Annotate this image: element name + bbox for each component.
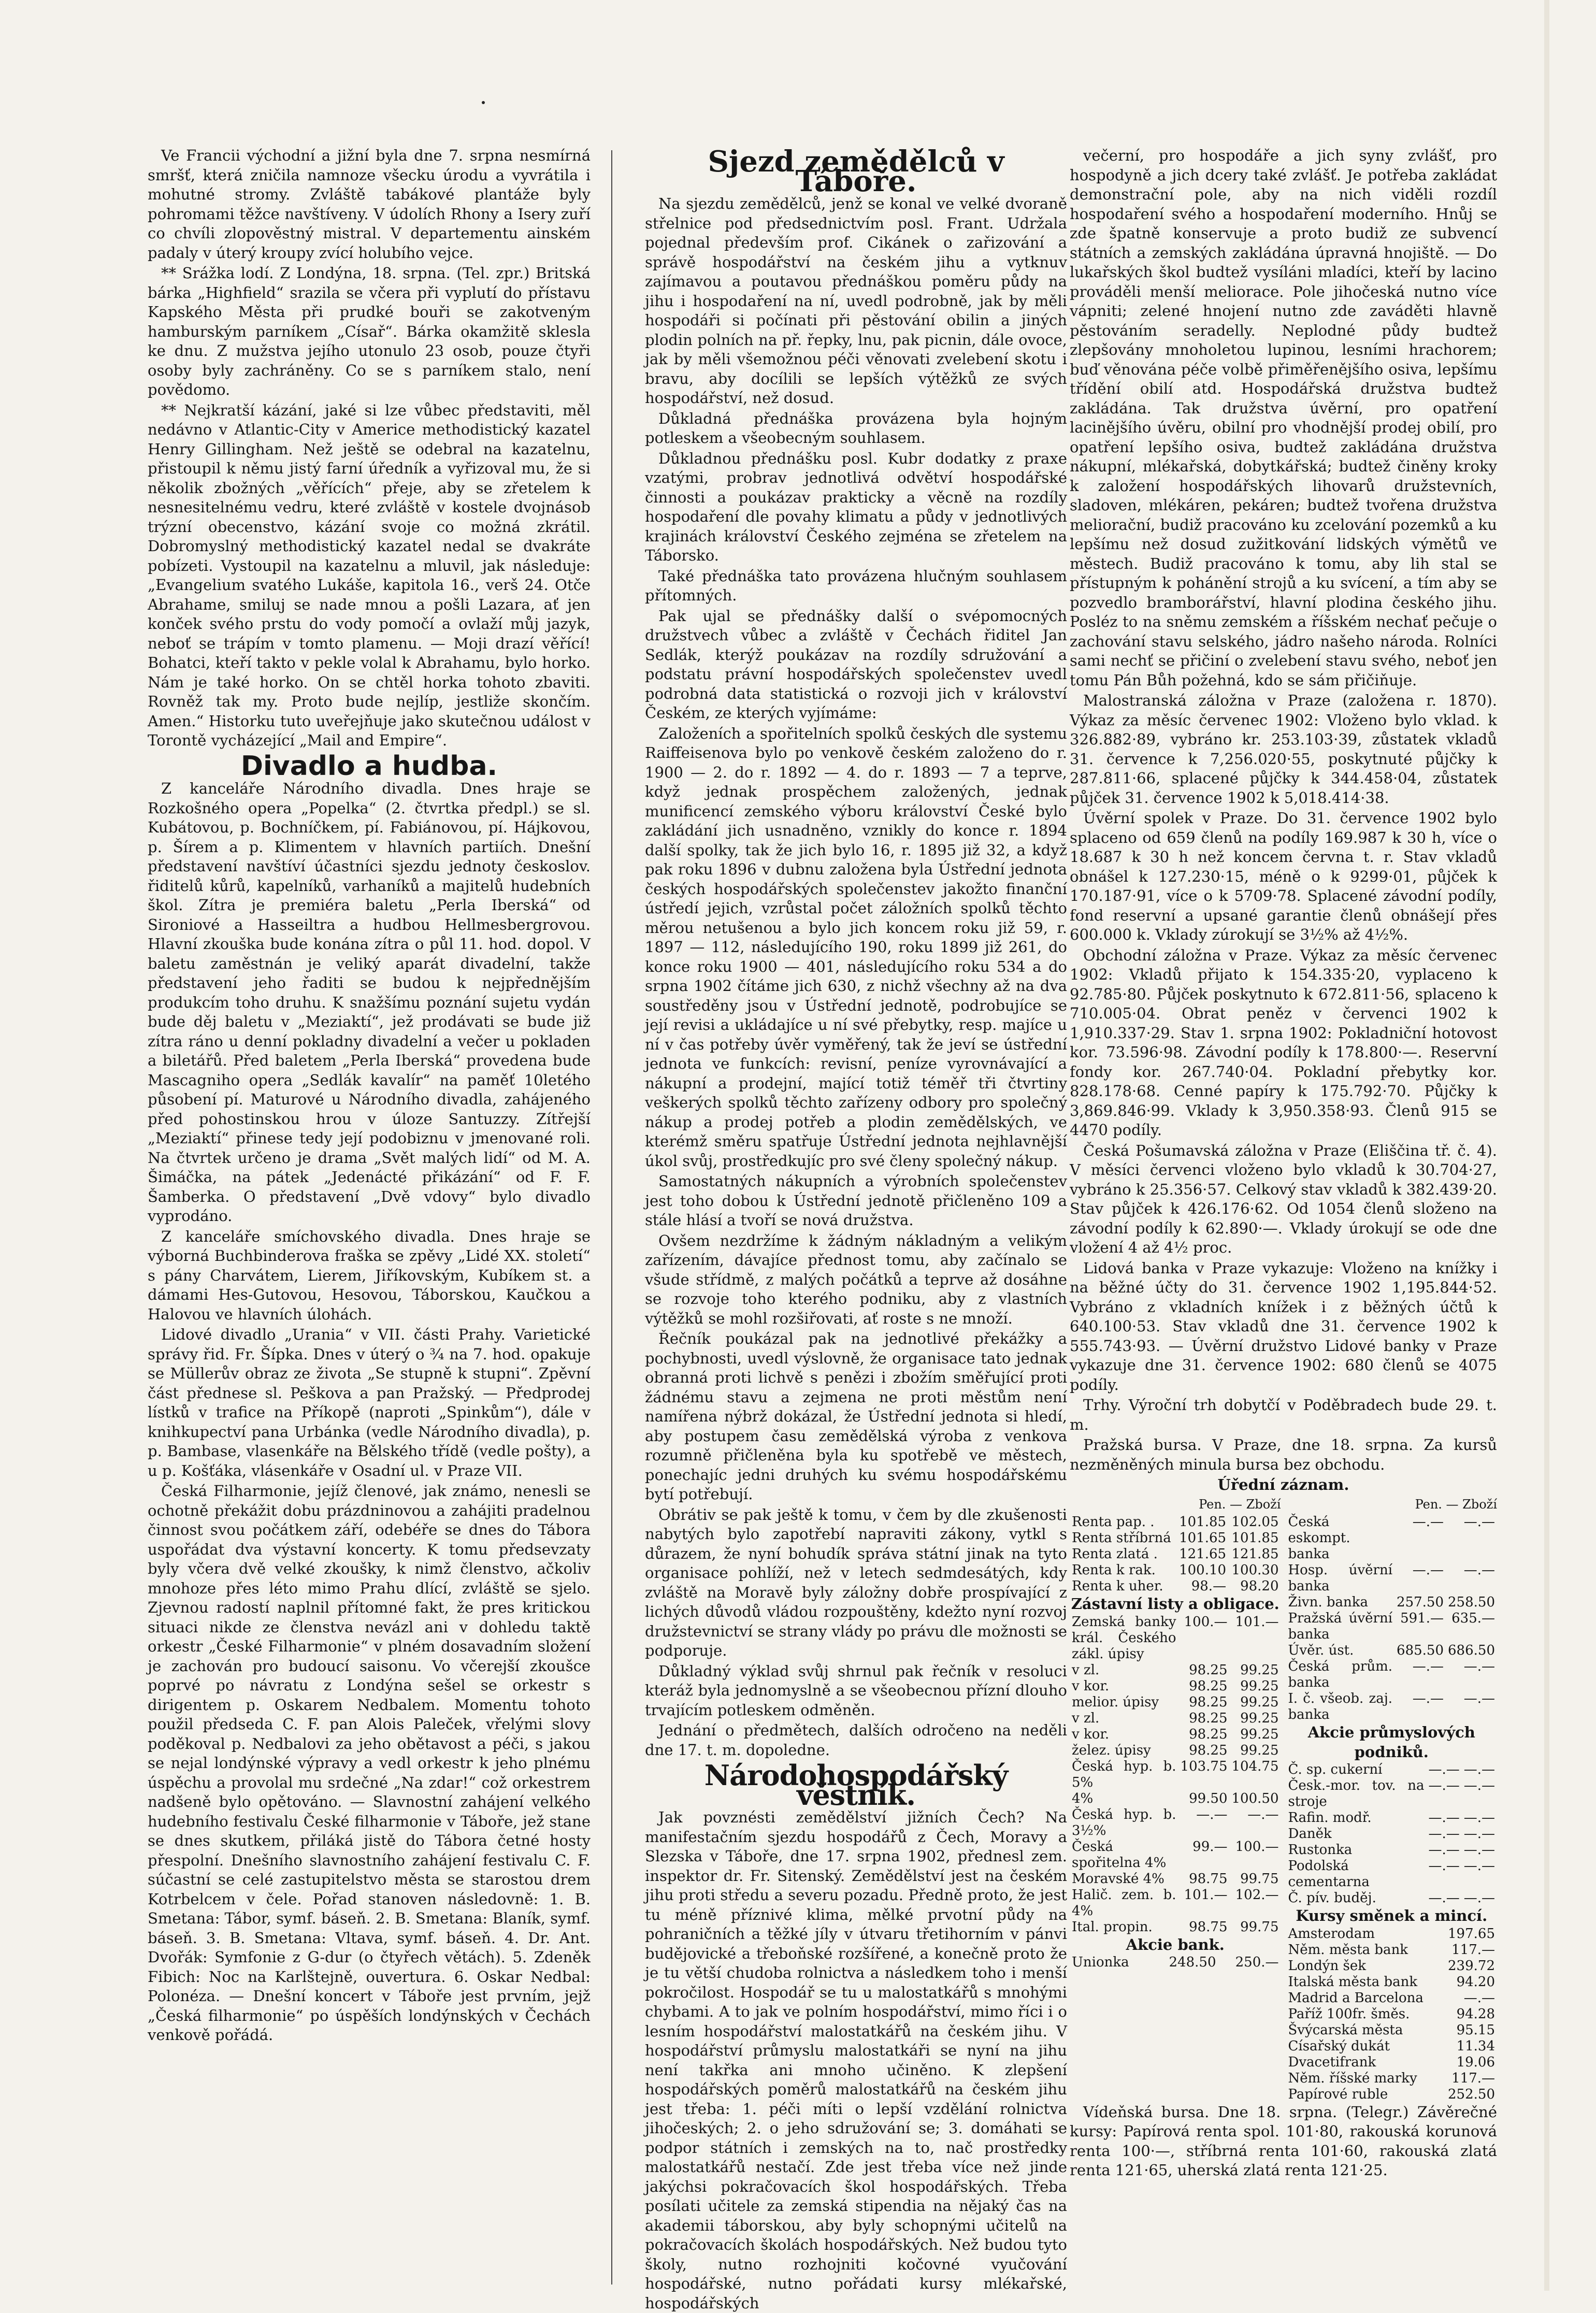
article-paragraph: Založeních a spořitelních spolků českých dle systemu Raiffeisenova bylo po venkově českém založeno do r. 1900 — 2. do r. 1892 — 4. do r. 1893 — 7 a teprve, když jednak prospěchem založených, jednak munificencí zemského výboru království České bylo zakládání jich usnadněno, vznikly do konce r. 1894 další spolky, tak že jich bylo 16, r. 1895 již 32, a když pak roku 1896 v dubnu založena byla Ústřední jednota českých hospodářských společenstev jakožto finanční ústředí jejich, vzrůstal počet záložních spolků těchto měrou netušenou a bylo jich koncem roku již 59, r. 1897 — 112, následujícího 190, roku 1899 již 261, do konce roku 1900 — 401, následujícího roku 534 a do srpna 1902 čítáme jich 630, z nichž všechny až na dva soustředěny jsou v Ústřední jednotě, podrobujíce se její revisi a ukládajíce u ní své přebytky, resp. majíce u ní v čas potřeby úvěr vyměřený, tak že jeví se ústřední jednota ve funkcích: revisní, peníze vyrovnávající a nákupní a prodejní, mající totiž téměř tři čtvrtiny veškerých spolků těchto zařízeny odbory pro společný nákup a prodej potřeb a plodin zemědělských, ve kterémž směru spatřuje Ústřední jednota nejhlavnější úkol svůj, prostředkujíc pro své členy společný nákup. [645,724,1067,1170]
article-paragraph: Lidové divadlo „Urania“ v VII. části Prahy. Varietické správy řid. Fr. Šípka. Dnes v úterý o ¾ na 7. hod. opakuje se Müllerův obraz ze života „Se stupně k stupni“. Zpěvní část přednese sl. Peškova a pan Pražský. — Předprodej lístků v trafice na Příkopě (naproti „Spinkům“), dále v knihkupectví pana Urbánka (vedle Národního divadla), p. p. Bambase, vlasenkáře na Bělského třídě (vedle pošty), a u p. Košťáka, vlásenkáře v Osadní ul. v Praze VII. [148,1326,591,1479]
rate-value: —.— [1428,1762,1460,1777]
rate-row [1286,1562,1498,1594]
rate-row [1070,1694,1281,1711]
rate-value: —.— [1412,1514,1444,1530]
rate-label: Renta k uher. [1072,1578,1163,1594]
rate-value: 101.— [1235,1614,1279,1630]
rate-row [1286,1974,1498,1990]
rate-label: Renta zlatá . [1072,1546,1158,1562]
article-paragraph: Pak ujal se přednášky další o svépomocných družstvech vůbec a zvláště v Čechách řiditel Jan Sedlák, kterýž poukázav na rozdíly sdružování a podstatu právní hospodářských společenstev uvedl podrobná data statistická o rozvoji jich v království Českém, ze kterých vyjímáme: [645,607,1067,722]
rate-value: 99.25 [1240,1742,1279,1758]
rate-value: 99.25 [1240,1726,1279,1742]
rate-row [1070,1807,1281,1839]
rate-value: —.— [1463,1691,1495,1706]
rate-label: I. č. všeob. zaj. banka [1288,1691,1393,1722]
article-paragraph: Řečník poukázal pak na jednotlivé překážky a pochybnosti, uvedl výslovně, že organisace tato jednak obranná proti lichvě s penězi i zbožím směřující proti žádnému stavu a zejmena ne proti městům není namířena nýbrž dokázal, že Ústřední jednota si hledí, aby postupem času zemědělská výroba z venkova rozumně přičleněna byla ku spotřebě ve městech, ponechajíc jedni druhých ku svému hospodářskému bytí potřebují. [645,1330,1067,1503]
rate-value: 257.50 [1397,1594,1444,1610]
rate-row [1070,1614,1281,1662]
rate-row [1286,1810,1498,1826]
rates-subheading: Zástavní listy a obligace. [1071,1595,1279,1613]
rate-value: —.— [1428,1826,1460,1842]
rate-row [1070,1711,1281,1727]
rate-value: —.— [1463,1659,1495,1674]
rate-value: 99.75 [1240,1871,1279,1887]
rate-row [1286,1778,1498,1810]
rate-row [1070,1839,1281,1871]
section-title-economy: Národohospodářský věstník. [704,1759,1008,1812]
rate-value: 98.— [1191,1578,1227,1594]
rate-value: 99.— [1192,1838,1228,1855]
article-paragraph: Jak povznésti zemědělství jižních Čech? Na manifestačním sjezdu hospodářů z Čech, Moravy a Slezska v Táboře, dne 17. srpna 1902, přednesl zem. inspektor dr. Fr. Sitenský. Zemědělství jest na českém jihu proti středu a severu pozadu. Předně proto, že jest tu méně příznivé klima, mělké prvotní půdy na pohraničních a těžké jíly v útvaru třetihorním v pánvi budějovické a třeboňské rozšířené, a konečně proto že je tu větší chudoba rolnictva a následkem toho i menší pokročilost. Hospodář se tu u malostatkářů s mnohými chybami. A to jak ve polním hospodářství, mimo říci i o lesním hospodářství malostatkářů na českém jihu. V hospodářství průmyslu malostatkáři se nyní na jihu není takřka ani mnoho učiněno. K zlepšení hospodářských poměrů malostatkářů na českém jihu jest třeba: 1. péči míti o lepší vzdělání rolnictva jihočeských; 2. o jeho sdružování se; 3. domáhati se podpor státních i zemských na to, nač prostředky malostatkářů nestačí. Zde jest třeba více než jinde jakýchsi pokračovacích škol hospodářských. Třeba posílati učitele za zemská stipendia na nějaký čas na akademii táborskou, aby byly schopnými učitelů na pokračovacích školách hospodářských. Než budou tyto školy, nutno rozhojniti kočovné vyučování hospodářské, nutno pořádati kursy mlékařské, hospodářských [645,1808,1067,2312]
rate-value: 99.25 [1240,1662,1279,1678]
rate-value: 101.85 [1179,1514,1227,1530]
rate-row [1286,2022,1498,2038]
rate-label: v kor. [1072,1678,1110,1694]
rate-row [1286,2006,1498,2022]
rate-value: —.— [1463,1826,1495,1842]
rate-value: 252.50 [1448,2086,1495,2102]
rate-label: Česká prům. banka [1288,1659,1393,1690]
rate-value: 98.25 [1189,1710,1228,1726]
rate-label: melior. úpisy [1072,1694,1159,1710]
rate-value: —.— [1412,1659,1444,1674]
rate-value: —.— [1463,1514,1495,1530]
rate-value: 258.50 [1448,1594,1495,1610]
article-paragraph: Samostatných nákupních a výrobních společenstev jest toho dobou k Ústřední jednotě přičleněno 109 a stále hlásí a tvoří se nová družstva. [645,1172,1067,1229]
rate-value: 103.75 [1180,1758,1228,1774]
rate-row [1286,2038,1498,2055]
rate-label: Něm. říšské marky [1288,2070,1417,2086]
rate-label: Paříž 100fr. šměs. [1288,2006,1410,2022]
rate-value: —.— [1247,1806,1279,1822]
rate-label: Renta stříbrná [1072,1530,1171,1546]
rate-row [1286,1514,1498,1562]
rate-row [1070,1871,1281,1887]
rate-row [1286,1762,1498,1778]
column-rule [611,150,612,2285]
rate-label: Česká hyp. b. 5% [1072,1758,1176,1790]
rate-value: —.— [1463,1762,1495,1777]
rate-value: 250.— [1235,1955,1279,1970]
article-paragraph: Důkladný výklad svůj shrnul pak řečník v resoluci kteráž byla jednomyslně a se všeobecnou přízní dlouho trvajícím potleskem odměněn. [645,1662,1067,1719]
rate-value: 94.28 [1456,2006,1495,2022]
rate-row [1286,2071,1498,2087]
rate-label: v zl. [1072,1662,1100,1678]
rate-value: 239.72 [1448,1958,1495,1974]
rate-value: 685.50 [1397,1643,1444,1658]
rate-value: 121.65 [1179,1546,1227,1562]
rate-value: 100.10 [1179,1562,1227,1578]
rates-column-head: Pen. — Zboží [1415,1497,1497,1512]
rate-row [1286,1842,1498,1858]
bank-report: Lidová banka v Praze vykazuje: Vloženo na knížky i na běžné účty do 31. července 1902 1,195.844·52. Vybráno z vkladních knížek i z běžných účtů k 640.100·53. Stav vkladů dne 31. července 1902 k 555.743·93. — Úvěrní družstvo Lidové banky v Praze vykazuje dne 31. července 1902: 680 členů se 4075 podíly. [1070,1259,1497,1393]
rate-label: Papírové ruble [1288,2086,1388,2102]
rate-label: Živn. banka [1288,1594,1368,1610]
rate-row [1286,1890,1498,1906]
rate-row [1070,1514,1281,1530]
article-paragraph: Důkladnou přednášku posl. Kubr dodatky z praxe vzatými, probrav jednotlivá odvětví hospodářské činnosti a poukázav prakticky a věcně na rozdíly hospodaření dle povahy klimatu a půdy v jednotlivých krajinách království Českého zejména se zřetelem na Táborsko. [645,449,1067,564]
rate-row [1070,1743,1281,1759]
rate-value: 197.65 [1448,1926,1495,1942]
rate-value: 99.50 [1189,1790,1228,1806]
rate-label: v kor. [1072,1726,1110,1742]
rate-value: 98.25 [1189,1694,1228,1710]
rate-label: Česká hyp. b. 3½% [1072,1806,1176,1838]
rate-label: Renta k rak. [1072,1562,1156,1578]
rate-value: 98.20 [1240,1578,1279,1594]
rate-value: 248.50 [1169,1955,1216,1970]
article-paragraph: Důkladná přednáška provázena byla hojným potleskem a všeobecným souhlasem. [645,409,1067,447]
rate-row [1070,1791,1281,1807]
rate-value: —.— [1428,1778,1460,1793]
rate-value: —.— [1412,1691,1444,1706]
rate-value: —.— [1428,1890,1460,1906]
page-edge [1544,0,1549,2291]
rate-row [1286,1990,1498,2006]
rate-label: Švýcarská města [1288,2022,1403,2038]
rate-value: 98.25 [1189,1678,1228,1694]
rate-value: 100.— [1184,1614,1228,1630]
rate-label: Dvacetifrank [1288,2054,1376,2070]
rate-label: Něm. města bank [1288,1942,1408,1958]
rate-label: Italská města bank [1288,1974,1418,1990]
rate-value: 101.65 [1179,1530,1227,1546]
rate-value: 98.75 [1189,1919,1228,1935]
rate-value: —.— [1412,1562,1444,1578]
exchange-rates [1070,1495,1497,2103]
rate-row [1286,1643,1498,1659]
page-dot [482,101,485,104]
rate-row [1070,1546,1281,1562]
rates-table-right [1286,1514,1498,1723]
rate-label: Pražská úvěrní banka [1288,1611,1393,1642]
rate-value: 98.25 [1189,1726,1228,1742]
section-title-congress: Sjezd zemědělců v Táboře. [708,145,1004,198]
rate-row [1070,1955,1281,1971]
rate-value: 117.— [1451,2070,1495,2086]
rate-value: 102.— [1235,1887,1279,1903]
rate-label: Rustonka [1288,1842,1353,1858]
rate-row [1286,2087,1498,2103]
rate-label: želez. úpisy [1072,1742,1151,1758]
rate-value: 94.20 [1456,1974,1495,1990]
rate-label: Císařský dukát [1288,2038,1390,2054]
rate-value: 591.— [1400,1611,1444,1626]
rate-value: —.— [1428,1858,1460,1874]
article-paragraph: Ovšem nezdržíme k žádným nákladným a velikým zařízením, dávajíce přednost tomu, aby začínalo se všude střídmě, z malých počátků a teprve až dosáhne se rozvoje toho kterého podniku, aby z vlastních výtěžků se mohl rozšiřovati, ať roste s ne množí. [645,1231,1067,1327]
rate-row [1286,2055,1498,2071]
rate-row [1070,1887,1281,1919]
rate-row [1070,1919,1281,1935]
rate-row [1286,1958,1498,1974]
rate-row [1286,1926,1498,1942]
rate-row [1070,1578,1281,1594]
rate-value: 19.06 [1456,2054,1495,2070]
rates-table-left-2 [1070,1614,1281,1935]
rate-label: Česká spořitelna 4% [1072,1838,1167,1871]
article-paragraph: Česká Filharmonie, jejíž členové, jak známo, nenesli se ochotně překážit dobu prázdninovou a zahájiti pradelnou činnost svou počátkem září, odebéře se dnes do Tábora uspořádat dva výstavní koncerty. K tomu předsevzaty byly včera dvě velké zkoušky, k nimž členstvo, ačkoliv mnohoze přes léto mimo Prahu dlící, zvláště se sjelo. Zjevnou radostí naplnil přítomné fakt, že pres kritickou situaci nikde ze členstva nevázl ani v dohledu taktě orkestr „České Filharmonie“ v plném dosavadním složení je zachován pro budoucí saisonu. Vo včerejší zkoušce poprvé po návratu z Londýna sešel se orkestr s dirigentem p. Oskarem Nedbalem. Momentu tohoto použil předseda C. F. pan Alois Paleček, vřelými slovy poděkoval p. Nedbalovi za jeho obětavost a péči, s jakou se nejal londýnské výpravy a vedl orkestr k jeho plnému úspěchu a provolal mu srdečné „Na zdar!“ což orkestrem nadšeně bylo opětováno. — Slavnostní zahájení velkého hudebního festivalu České filharmonie v Táboře, jež stane se dnes skutkem, přiláká jistě do Tábora četné hosty přespolní. Dnešního slavnostního zahájení festivalu C. F. súčastní se celé zastupitelstvo města se starostou drem Kotrbelcem v čele. Pořad stanoven následovně: 1. B. Smetana: Tábor, symf. báseň. 2. B. Smetana: Blaník, symf. báseň. 3. B. Smetana: Vltava, symf. báseň. 4. Dr. Ant. Dvořák: Symfonie z G-dur (o čtyřech větách). 5. Zdeněk Fibich: Noc na Karlštejně, ouvertura. 6. Oskar Nedbal: Polonéza. — Dnešní koncert v Táboře jest prvním, jejž „Česká filharmonie“ po úspěších londýnských v Čechách venkově pořádá. [148,1482,591,2044]
rate-label: Ital. propin. [1072,1919,1153,1935]
rate-label: Renta pap. . [1072,1514,1155,1530]
rates-table-left-3 [1070,1955,1281,1971]
rate-row [1286,1691,1498,1723]
bank-report: Úvěrní spolek v Praze. Do 31. července 1902 bylo splaceno od 659 členů na podíly 169.987 k 30 h, více o 18.687 k 30 h než koncem června t. r. Stav vkladů obnášel k 127.230·15, méně o k 9299·01, půjček k 170.187·91, více o k 5709·78. Splacené závodní podíly, fond reservní a upsané garantie členů obnášejí přes 600.000 k. Vklady zúrokují se 3½% až 4½%. [1070,809,1497,943]
rates-table-right-3 [1286,1926,1498,2103]
article-paragraph: Obrátiv se pak ještě k tomu, v čem by dle zkušenosti nabytých bylo zapotřebí napraviti zákony, vytkl s důrazem, že nyní bohudík správa státní jinak na tyto organisace pohlíží, než v letech sedmdesátých, kdy zvláště na Moravě byly záložny dobře prospívající z lichých důvodů vládou rozpouštěny, kdežto nyní rozvoj družstevnictví se strany vlády po právu dle možnosti se podporuje. [645,1505,1067,1659]
rate-value: 98.25 [1189,1742,1228,1758]
rate-value: 99.25 [1240,1694,1279,1710]
article-paragraph: Z kanceláře smíchovského divadla. Dnes hraje se výborná Buchbinderova fraška se zpěvy „Lidé XX. století“ s pány Charvátem, Lierem, Jiříkovským, Kubíkem st. a dámami Hes-Gutovou, Hesovou, Táborskou, Kaučkou a Halovou ve hlavních úlohách. [148,1227,591,1323]
rate-value: 635.— [1451,1611,1495,1626]
rate-value: 99.25 [1240,1678,1279,1694]
rate-row [1286,1942,1498,1958]
rate-value: —.— [1463,1842,1495,1858]
rate-row [1286,1594,1498,1611]
article-paragraph: ** Nejkratší kázání, jaké si lze vůbec představiti, měl nedávno v Atlantic-City v Americe methodistický kazatel Henry Gillingham. Než ještě se odebral na kazatelnu, přistoupil k němu jistý farní úředník a vyřizoval mu, že si několik zbožných „věřících“ přeje, aby se zřetelem k nesnesitelnému vedru, které zvláště v kostele dvojnásob trýzní obecenstvo, kázání svoje co možná zkrátil. Dobromyslný methodistický kazatel nedal se dvakráte pobízeti. Vystoupil na kazatelnu a mluvil, jak následuje: „Evangelium svatého Lukáše, kapitola 16., verš 24. Otče Abrahame, smiluj se nade mnou a pošli Lazara, ať jen konček svého prstu do vody pomočí a ovlaží můj jazyk, neboť se trápím v tomto plamenu. — Moji drazí věřící! Bohatci, kteří takto v pekle volal k Abrahamu, bylo horko. Nám je také horko. On se chtěl horka tohoto zbaviti. Rovněž tak my. Proto bude nejlíp, jestliže skončím. Amen.“ Historku tuto uveřejňuje jako skutečnou událost v Torontě vycházející „Mail and Empire“. [148,401,591,749]
rate-row [1286,1826,1498,1842]
rates-subheading: Akcie bank. [1126,1935,1225,1953]
rate-label: Zemská banky král. Českého zákl. úpisy [1072,1614,1176,1662]
rate-row [1070,1562,1281,1578]
rate-value: —.— [1463,1858,1495,1874]
rate-row [1070,1678,1281,1694]
rate-value: 99.25 [1240,1710,1279,1726]
middle-column [645,145,1067,2312]
rate-label: Č. pív. buděj. [1288,1890,1376,1906]
rate-value: —.— [1463,1562,1495,1578]
rates-column-head: Pen. — Zboží [1199,1497,1281,1512]
rates-table-left [1070,1514,1281,1594]
rate-value: —.— [1463,1810,1495,1826]
rate-label: Rafin. modř. [1288,1810,1372,1826]
rate-value: 11.34 [1456,2038,1495,2054]
rate-label: Londýn šek [1288,1958,1366,1974]
rate-label: 4% [1072,1790,1094,1806]
rate-value: 117.— [1451,1942,1495,1958]
rate-label: Moravské 4% [1072,1871,1164,1887]
rate-label: Unionka [1072,1955,1129,1970]
article-paragraph: večerní, pro hospodáře a jich syny zvlášť, pro hospodyně a jich dcery také zvlášť. Je potřeba zakládat demonstrační pole, aby na nich viděli rozdíl hospodaření svého a hospodaření moderního. Hnůj se zde špatně konservuje a proto budiž ze subvencí státních a zemských zakládána úpravná hnojiště. — Do lukařských škol budtež vysíláni mladíci, kteří by lacino prováděli menší meliorace. Pole jihočeská nutno více vápniti; zelené hnojení nutno zde zaváděti hlavně pěstováním seradelly. Neplodné půdy budtež zlepšovány mnoholetou lupinou, lesními hrachorem; buď věnována péče volbě přiměřenějšího osiva, lepšímu třídění obilí atd. Hospodářská družstva budtež zakládána. Tak družstva úvěrní, pro opatření lacinějšího úvěru, obilní pro vhodnější prodej obilí, pro opatření lepšího osiva, budtež zakládána družstva nákupní, mlékařská, dobytkářská; budtež činěny kroky k založení hospodářských lihovarů družstevních, sladoven, mlékáren, pekáren; budtež tvořena družstva meliorační, budiž pracováno ku zcelování pozemků a ku lepšímu než dosud zužitkování lidských výmětů ve městech. Budiž pracováno k tomu, aby lih stal se přístupným k pohánění strojů a ku svícení, a tím aby se pozvedlo bramborářství, hlavní plodina českého jihu. Posléz to na sněmu zemském a říšském nechať pečuje o zachování stavu selského, jádro našeho národa. Rolníci sami nechť se přičiní o zvelebení stavu svého, neboť jen tomu Pán Bůh požehná, kdo se sám přičiňuje. [1070,147,1497,689]
rate-value: —.— [1463,1890,1495,1906]
article-paragraph: Také přednáška tato provázena hlučným souhlasem přítomných. [645,567,1067,604]
rate-label: Halič. zem. b. 4% [1072,1887,1176,1919]
rate-label: Amsterodam [1288,1926,1375,1942]
rate-row [1070,1727,1281,1743]
rate-label: Úvěr. úst. [1288,1643,1354,1658]
rate-row [1070,1759,1281,1791]
rate-value: 95.15 [1456,2022,1495,2038]
rate-value: 104.75 [1231,1758,1279,1774]
rate-value: —.— [1463,1778,1495,1793]
rates-subheading: Kursy směnek a mincí. [1296,1907,1488,1924]
article-paragraph: ** Srážka lodí. Z Londýna, 18. srpna. (Tel. zpr.) Britská bárka „Highfield“ srazila se včera při vyplutí do přístavu Kapského Města při prudké bouři se zakotveným hamburským parníkem „Císař“. Bárka okamžitě sklesla ke dnu. Z mužstva jejího utonulo 23 osob, pouze čtyři osoby byly zachráněny. Co se s parníkem stalo, není povědomo. [148,264,591,398]
rate-value: 99.75 [1240,1919,1279,1935]
rate-value: 100.50 [1231,1790,1279,1806]
rate-value: 98.75 [1189,1871,1228,1887]
rate-row [1286,1858,1498,1890]
rate-value: 101.85 [1231,1530,1279,1546]
article-paragraph: Ve Francii východní a jižní byla dne 7. srpna nesmírná smršť, která zničila namnoze všecku úrodu a vyvrátila i mohutné stromy. Zvláště tabákové plantáže byly pohromami těžce navštíveny. V údolích Rhony a Isery zuří co chvíli zlopověstný mistral. V departementu ainském padaly v úterý kroupy zvící holubího vejce. [148,147,591,262]
article-paragraph: Z kanceláře Národního divadla. Dnes hraje se Rozkošného opera „Popelka“ (2. čtvrtka předpl.) se sl. Kubátovou, p. Bochníčkem, pí. Fabiánovou, pí. Hájkovou, p. Šírem a p. Klimentem v hlavních partiích. Dnešní představení navštíví účastníci sjezdu jednoty českoslov. řiditelů kůrů, kapelníků, varhaníků a majitelů hudebních škol. Zítra je premiéra baletu „Perla Iberská“ od Sironiové a Hasseiltra a hudbou Hellmesbergrovou. Hlavní zkouška bude konána zítra o půl 11. hod. dopol. V baletu zaměstnán je veliký aparát divadelní, takže představení jeho řaditi se budou k nejpřednějším produkcím toho druhu. K snažšímu poznání sujetu vydán bude děj baletu v „Meziaktí“, jež prodávati se bude již zítra ráno u denní pokladny divadelní a večer u pokladen a biletářů. Před baletem „Perla Iberská“ provedena bude Mascagniho opera „Sedlák kavalír“ na paměť 10letého působení pí. Maturové u Národního divadla, zahájeného před pohostinskou hrou v úloze Santuzzy. Zítřejší „Meziaktí“ přinese tedy její podobiznu v jmenované roli. Na čtvrtek určeno je drama „Svět malých lidí“ od M. A. Šimáčka, na pátek „Jedenácté přikázání“ od F. F. Šamberka. O představení „Dvě vdovy“ bylo divadlo vyprodáno. [148,780,591,1225]
bank-report: Trhy. Výroční trh dobytčí v Poděbradech bude 29. t. m. [1070,1396,1497,1433]
rate-label: Česk.-mor. tov. na stroje [1288,1778,1425,1809]
rate-label: Podolská cementarna [1288,1858,1370,1890]
rate-value: 98.25 [1189,1662,1228,1678]
rates-subheading: Akcie průmyslových podniků. [1307,1723,1475,1761]
bank-report: Obchodní záložna v Praze. Výkaz za měsíc červenec 1902: Vkladů přijato k 154.335·20, vyplaceno k 92.785·80. Půjček poskytnuto k 672.811·56, splaceno k 710.005·04. Obrat peněz v červenci 1902 k 1,910.337·29. Stav 1. srpna 1902: Pokladniční hotovost kor. 73.596·98. Závodní podíly k 178.800·—. Reservní fondy kor. 267.740·04. Pokladní přebytky kor. 828.178·68. Cenné papíry k 175.792·70. Půjčky k 3,869.846·99. Vklady k 3,950.358·93. Členů 915 se 4470 podíly. [1070,946,1497,1139]
rate-value: 100.— [1235,1838,1279,1855]
rate-value: —.— [1196,1806,1228,1822]
rate-value: —.— [1463,1990,1495,2006]
rate-value: 102.05 [1231,1514,1279,1530]
vienna-bourse: Vídeňská bursa. Dne 18. srpna. (Telegr.) Závěrečné kursy: Papírová renta spol. 101·80, rakouská korunová renta 100·—, stříbrná renta 101·60, rakouská zlatá renta 121·65, uherská zlatá renta 121·25. [1070,2103,1497,2179]
bank-report: Pražská bursa. V Praze, dne 18. srpna. Za kursů nezměněných minula bursa bez obchodu. [1070,1436,1497,1473]
rates-table-right-2 [1286,1762,1498,1906]
article-paragraph: Na sjezdu zemědělců, jenž se konal ve velké dvoraně střelnice pod předsednictvím posl. Frant. Udržala pojednal především prof. Cikánek o zařizování a správě hospodářství na českém jihu a vytknuv zajímavou a poutavou přednáškou poměru půdy na jihu i hospodaření na ní, uvedl podrobně, jak by měli hospodáři si počínati při pěstování obilin a jiných plodin polních na př. řepky, lnu, pak picnin, dále ovoce, jak by měli všemožnou péči věnovati zvelebení skotu i bravu, aby docílili se lepších výtěžků ze svých hospodářství, než dosud. [645,195,1067,407]
left-column [148,146,591,2286]
section-title-theatre: Divadlo a hudba. [240,750,498,782]
rate-value: —.— [1428,1810,1460,1826]
rate-label: Česká eskompt. banka [1288,1514,1350,1562]
article-paragraph: Jednání o předmětech, dalších odročeno na neděli dne 17. t. m. dopoledne. [645,1721,1067,1759]
rate-value: 101.— [1184,1887,1228,1903]
rate-value: —.— [1428,1842,1460,1858]
rate-label: v zl. [1072,1710,1100,1726]
rate-label: Č. sp. cukerní [1288,1762,1383,1777]
bank-report: Malostranská záložna v Praze (založena r. 1870). Výkaz za měsíc červenec 1902: Vloženo bylo vklad. k 326.882·89, vybráno kr. 253.103·39, zůstatek vkladů 31. července k 7,256.020·55, poskytnuté půjčky k 287.811·66, splacené půjčky k 344.458·04, zůstatek půjček 31. července 1902 k 5,018.414·38. [1070,692,1497,807]
rate-value: 686.50 [1448,1643,1495,1658]
rate-label: Hosp. úvěrní banka [1288,1562,1393,1594]
rate-row [1070,1530,1281,1546]
official-heading: Úřední záznam. [1217,1476,1349,1493]
rate-value: 121.85 [1231,1546,1279,1562]
right-column [1070,146,1497,2286]
rate-label: Daněk [1288,1826,1332,1842]
rate-row [1070,1662,1281,1678]
rate-row [1286,1659,1498,1691]
rate-row [1286,1611,1498,1643]
rate-label: Madrid a Barcelona [1288,1990,1424,2006]
bank-report: Česká Pošumavská záložna v Praze (Eliščina tř. č. 4). V měsíci červenci vloženo bylo vkladů k 30.704·27, vybráno k 25.356·57. Celkový stav vkladů k 382.439·20. Stav půjček k 426.176·62. Od 1054 členů složeno na závodní podíly k 62.890·—. Vklady úrokují se ode dne vložení 4 až 4½ proc. [1070,1141,1497,1256]
rate-value: 100.30 [1231,1562,1279,1578]
